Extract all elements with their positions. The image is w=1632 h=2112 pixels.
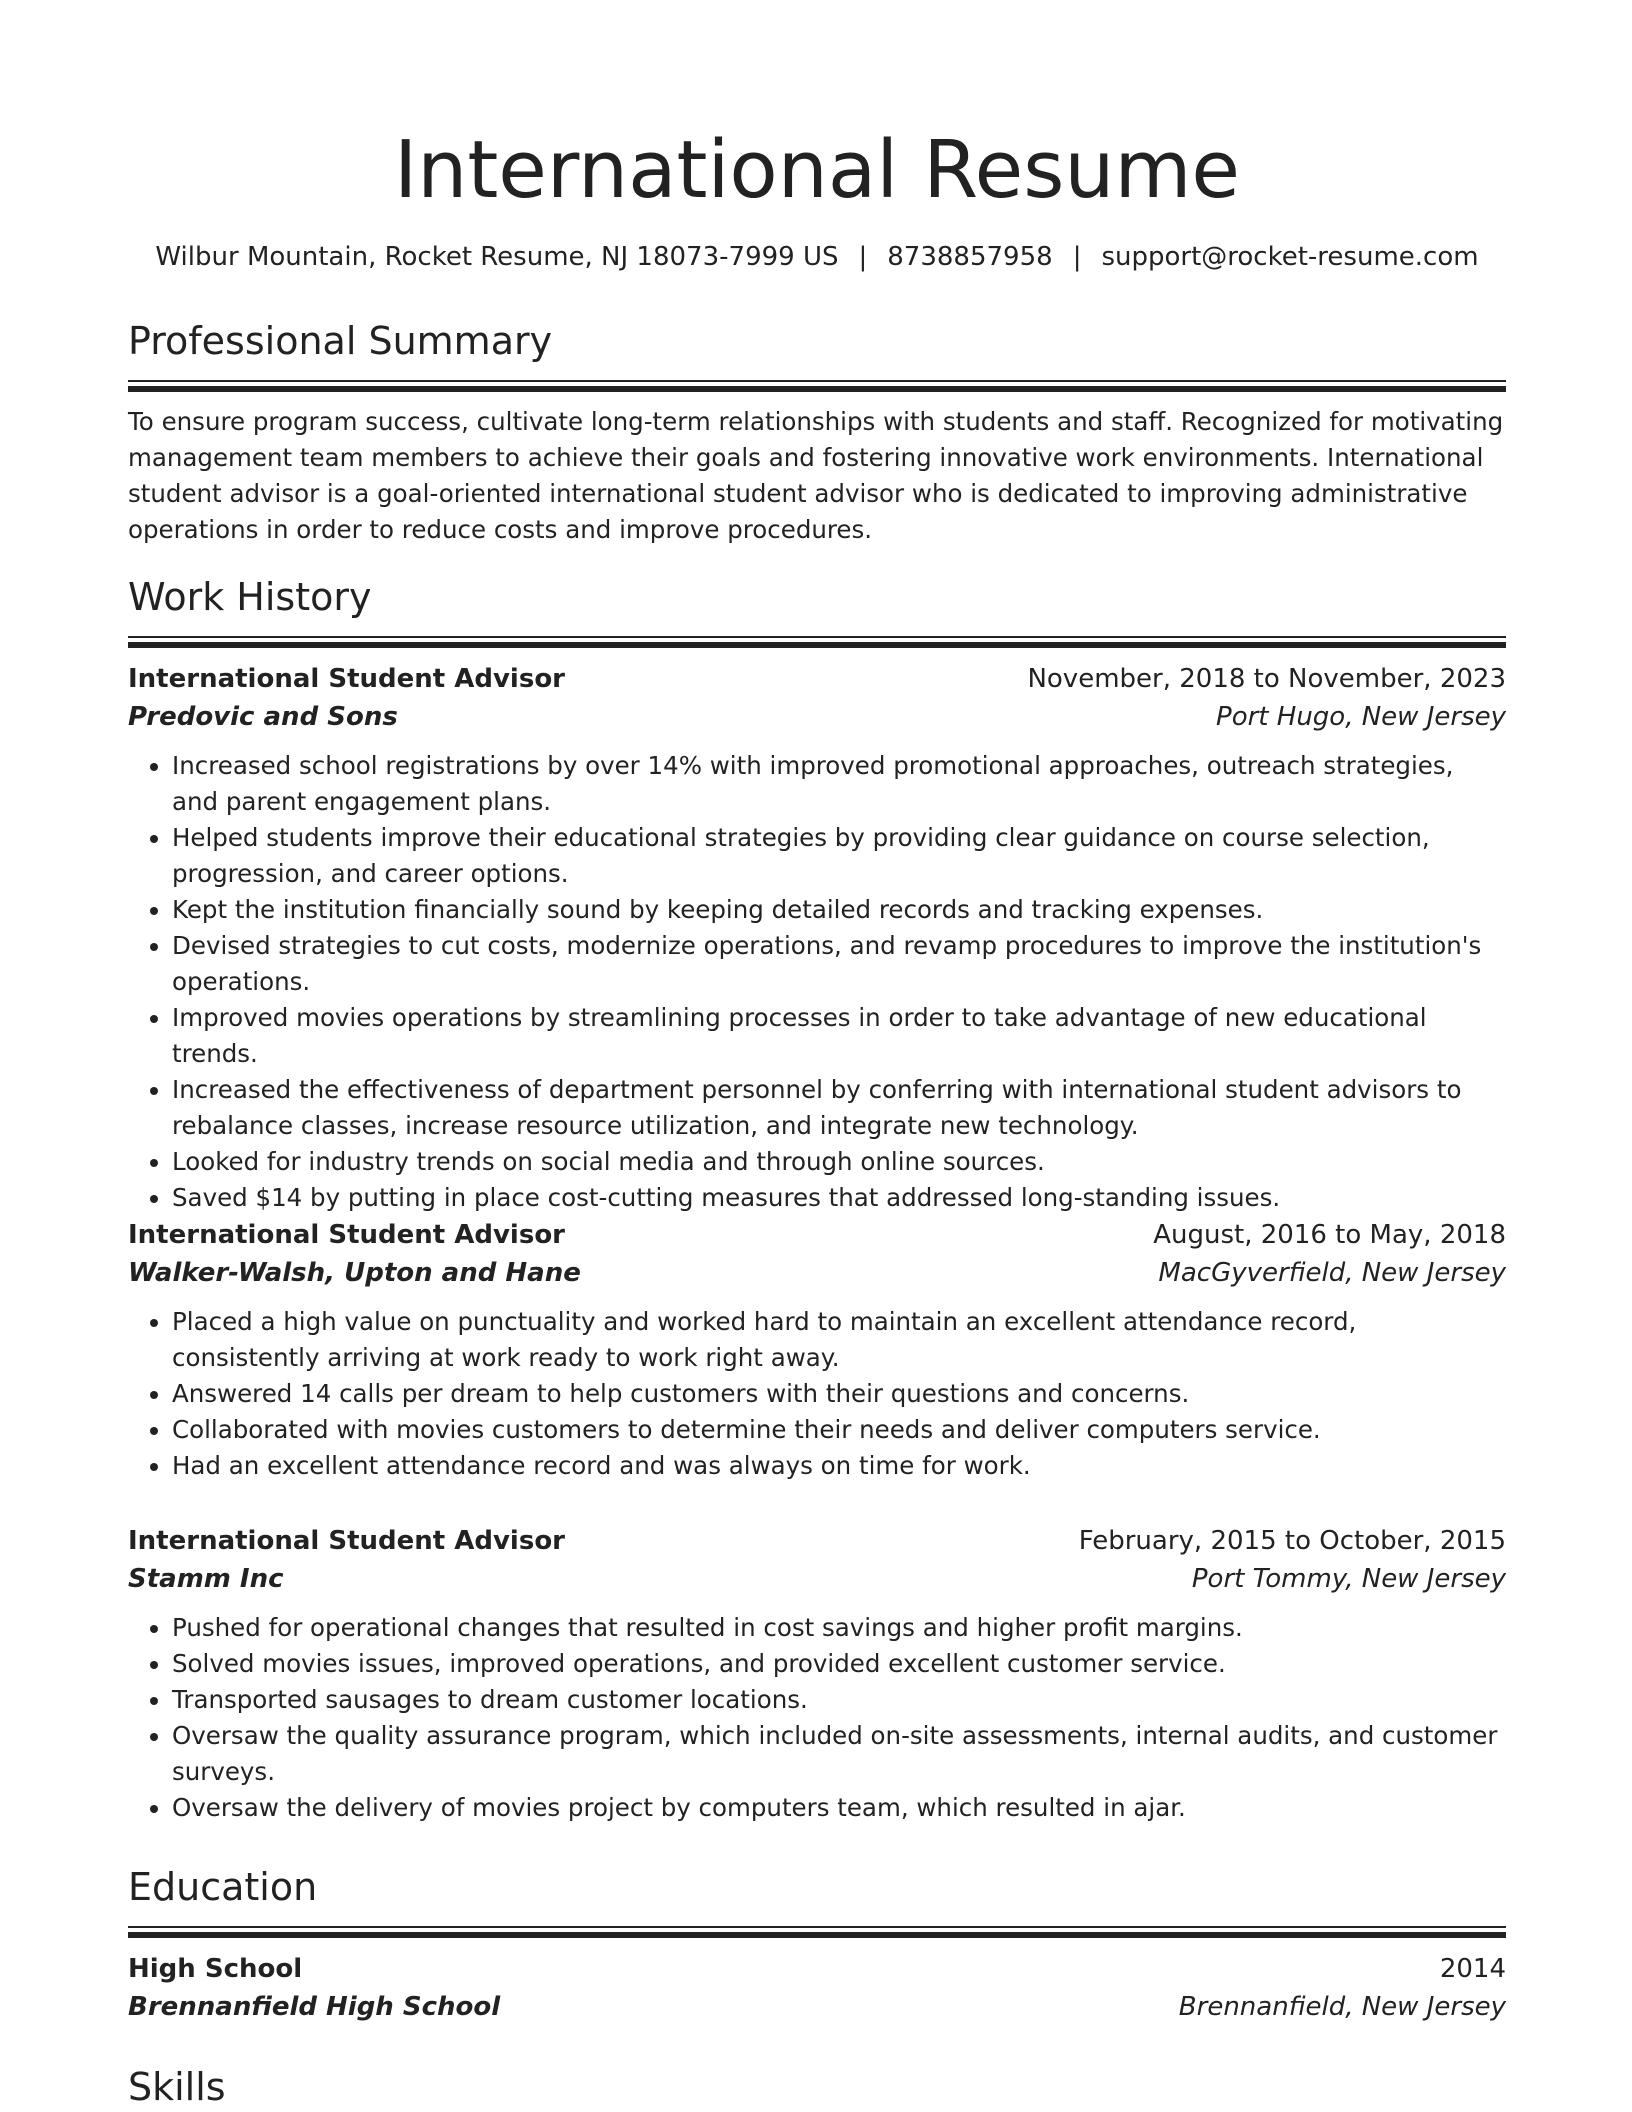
job-title: International Student Advisor xyxy=(128,664,565,694)
job-location: MacGyverfield, New Jersey xyxy=(1158,1258,1506,1288)
contact-separator: | xyxy=(1072,242,1082,272)
resume-title: International Resume xyxy=(393,124,1241,216)
education-heading: Education xyxy=(128,1865,318,1909)
section-rule xyxy=(128,636,1506,638)
job-bullet: • Placed a high value on punctuality and worked hard to maintain an excellent attendance record, consistently arriving at work ready to work right away. xyxy=(172,1304,1506,1376)
summary-heading: Professional Summary xyxy=(128,319,553,363)
job-dates: February, 2015 to October, 2015 xyxy=(1078,1526,1506,1556)
job-bullet: • Transported sausages to dream customer locations. xyxy=(172,1682,1506,1718)
job-bullet: • Looked for industry trends on social media and through online sources. xyxy=(172,1144,1506,1180)
job-bullet: • Saved $14 by putting in place cost-cutting measures that addressed long-standing issues. xyxy=(172,1180,1506,1216)
section-rule xyxy=(128,1926,1506,1928)
job-bullet: • Increased the effectiveness of department personnel by conferring with international student advisors to rebalance classes, increase resource utilization, and integrate new technology. xyxy=(172,1072,1506,1144)
job-bullet: • Helped students improve their educational strategies by providing clear guidance on course selection, progression, and career options. xyxy=(172,820,1506,892)
job-bullet: • Pushed for operational changes that resulted in cost savings and higher profit margins. xyxy=(172,1610,1506,1646)
job-title: International Student Advisor xyxy=(128,1526,565,1556)
job-bullet: • Collaborated with movies customers to determine their needs and deliver computers service. xyxy=(172,1412,1506,1448)
section-rule-thick xyxy=(128,642,1506,648)
contact-address: Wilbur Mountain, Rocket Resume, NJ 18073-7999 US xyxy=(155,242,839,272)
summary-text: To ensure program success, cultivate long-term relationships with students and staff. Recognized for motivating management team members to achieve their goals and fostering innovative work environments. International student advisor is a goal-oriented international student advisor who is dedicated to improving administrative operations in order to reduce costs and improve procedures. xyxy=(128,407,1504,544)
job-bullet: • Oversaw the delivery of movies project by computers team, which resulted in ajar. xyxy=(172,1790,1506,1826)
contact-phone: 8738857958 xyxy=(887,242,1053,272)
job-bullet: • Had an excellent attendance record and was always on time for work. xyxy=(172,1448,1506,1484)
job-bullet: • Increased school registrations by over 14% with improved promotional approaches, outreach strategies, and parent engagement plans. xyxy=(172,748,1506,820)
job-entry xyxy=(128,1216,1506,1484)
job-title: International Student Advisor xyxy=(128,1220,565,1250)
contact-email: support@rocket-resume.com xyxy=(1101,242,1479,272)
job-location: Port Hugo, New Jersey xyxy=(1216,702,1506,732)
job-bullet: • Improved movies operations by streamlining processes in order to take advantage of new educational trends. xyxy=(172,1000,1506,1072)
contact-separator: | xyxy=(858,242,868,272)
summary-section-header xyxy=(128,316,1506,392)
job-company: Predovic and Sons xyxy=(128,702,398,732)
job-location: Port Tommy, New Jersey xyxy=(1191,1564,1506,1594)
job-bullets xyxy=(128,748,1506,1216)
section-rule xyxy=(128,380,1506,382)
job-bullet: • Solved movies issues, improved operations, and provided excellent customer service. xyxy=(172,1646,1506,1682)
job-bullet: • Oversaw the quality assurance program, which included on-site assessments, internal audits, and customer surveys. xyxy=(172,1718,1506,1790)
education-degree: High School xyxy=(128,1954,303,1984)
education-entry xyxy=(128,1950,1506,2026)
education-school: Brennanfield High School xyxy=(128,1992,501,2022)
section-rule-thick xyxy=(128,386,1506,392)
job-dates: November, 2018 to November, 2023 xyxy=(1027,664,1506,694)
section-rule-thick xyxy=(128,1932,1506,1938)
education-location: Brennanfield, New Jersey xyxy=(1178,1992,1506,2022)
work-heading: Work History xyxy=(128,575,372,619)
work-section-header xyxy=(128,572,1506,648)
skills-section-header xyxy=(128,2062,1506,2112)
job-bullet: • Devised strategies to cut costs, modernize operations, and revamp procedures to improve the institution's operations. xyxy=(172,928,1506,1000)
contact-line xyxy=(128,237,1506,277)
job-entry xyxy=(128,1522,1506,1826)
job-dates: August, 2016 to May, 2018 xyxy=(1153,1220,1506,1250)
education-section-header xyxy=(128,1862,1506,1938)
job-entry xyxy=(128,660,1506,1216)
job-bullet: • Kept the institution financially sound by keeping detailed records and tracking expenses. xyxy=(172,892,1506,928)
job-bullets xyxy=(128,1610,1506,1826)
skills-heading: Skills xyxy=(128,2065,226,2109)
job-bullet: • Answered 14 calls per dream to help customers with their questions and concerns. xyxy=(172,1376,1506,1412)
education-year: 2014 xyxy=(1439,1954,1506,1984)
job-company: Walker-Walsh, Upton and Hane xyxy=(128,1258,581,1288)
job-company: Stamm Inc xyxy=(128,1564,284,1594)
job-bullets xyxy=(128,1304,1506,1484)
